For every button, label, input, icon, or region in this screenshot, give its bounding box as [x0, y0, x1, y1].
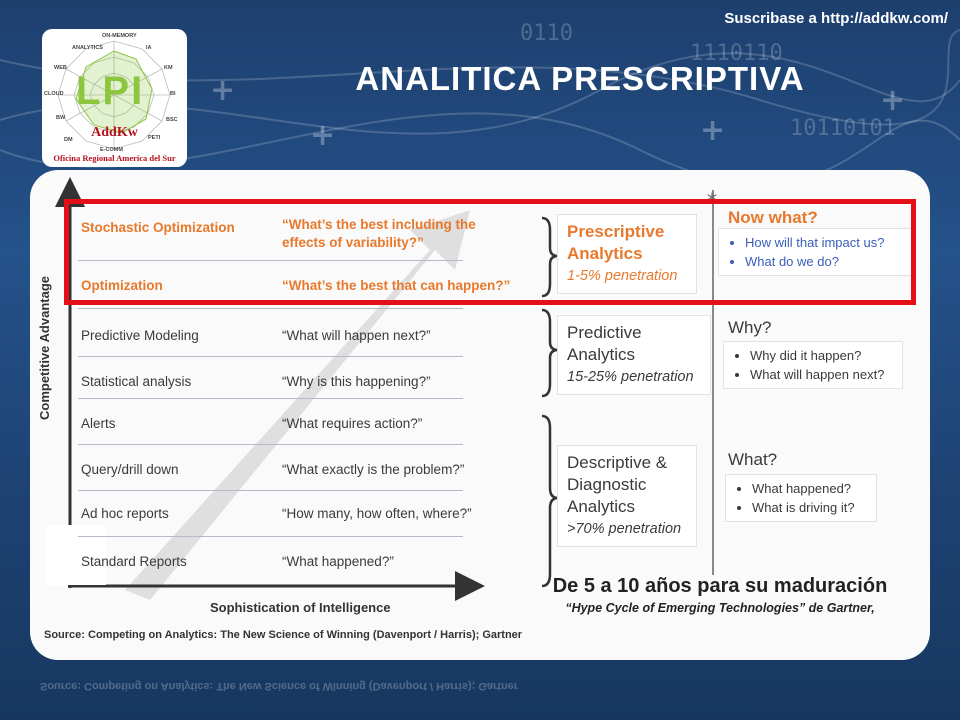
svg-text:*: *: [707, 189, 717, 213]
svg-text:0110: 0110: [520, 21, 573, 46]
category-questions: [723, 341, 903, 389]
row-question: “What exactly is the problem?”: [282, 462, 465, 477]
category-penetration: 1-5% penetration: [567, 268, 678, 284]
brace-descriptive: [542, 416, 558, 586]
svg-text:+: +: [700, 113, 726, 148]
row-question: “What happened?”: [282, 554, 394, 569]
radar-label: WEB: [54, 65, 67, 71]
category-box: [557, 445, 697, 547]
radar-label: ON-MEMORY: [102, 33, 137, 39]
row-label: Ad hoc reports: [81, 506, 169, 521]
row-separator: [78, 356, 463, 357]
radar-label: BSC: [166, 117, 178, 123]
row-question: “What’s the best that can happen?”: [282, 278, 511, 293]
radar-label: DM: [64, 137, 73, 143]
category-name: Analytics: [567, 345, 636, 364]
category-name: Diagnostic: [567, 475, 647, 494]
svg-text:1110110: 1110110: [690, 41, 783, 66]
row-label: Statistical analysis: [81, 374, 192, 389]
category-bullet: • What is driving it?: [752, 498, 870, 517]
logo-brand: AddKw: [91, 125, 138, 140]
category-heading: What?: [728, 450, 778, 469]
row-question: “What’s the best including the effects of variability?”: [282, 217, 476, 250]
radar-label: PETI: [148, 135, 161, 141]
category-bullet: • How will that impact us?: [745, 233, 909, 252]
row-separator: [78, 398, 463, 399]
radar-label: ANALYTICS: [72, 45, 103, 51]
row-label: Predictive Modeling: [81, 328, 199, 343]
row-question: “What will happen next?”: [282, 328, 431, 343]
category-penetration: >70% penetration: [567, 521, 682, 537]
page-title: ANALITICA PRESCRIPTIVA: [355, 60, 805, 97]
source-citation: Source: Competing on Analytics: The New Science of Winning (Davenport / Harris); Gartner: [44, 629, 523, 641]
svg-text:+: +: [310, 118, 336, 153]
row-label: Query/drill down: [81, 462, 179, 477]
lpi-logo: [42, 29, 187, 167]
svg-text:10110101: 10110101: [790, 116, 896, 141]
radar-label: CLOUD: [44, 91, 64, 97]
category-name: Predictive: [567, 323, 642, 342]
row-label: Standard Reports: [81, 554, 187, 569]
category-name: Descriptive &: [567, 453, 668, 472]
maturity-note-line2: “Hype Cycle of Emerging Technologies” de Gartner,: [565, 601, 875, 615]
radar-label: BW: [56, 115, 66, 121]
maturity-note-line1: De 5 a 10 años para su maduración: [552, 575, 888, 597]
category-questions: [725, 474, 877, 522]
category-bullet: • What happened?: [752, 479, 870, 498]
subscribe-link[interactable]: Suscribase a http://addkw.com/: [724, 10, 948, 27]
x-axis-label: Sophistication of Intelligence: [210, 600, 391, 615]
category-name: Analytics: [567, 497, 636, 516]
category-bullet: • What will happen next?: [750, 365, 896, 384]
category-bullet: • Why did it happen?: [750, 346, 896, 365]
row-separator: [78, 536, 463, 537]
highlight-frame: [64, 199, 916, 305]
source-reflection: Source: Competing on Analytics: The New Science of Winning (Davenport / Harris); Gartner: [40, 680, 519, 692]
category-box: [557, 315, 711, 395]
y-axis-label: Competitive Advantage: [37, 276, 52, 420]
radar-label: KM: [164, 65, 173, 71]
category-name: Analytics: [567, 244, 643, 263]
row-question: “How many, how often, where?”: [282, 506, 472, 521]
row-label: Stochastic Optimization: [81, 220, 235, 235]
svg-text:+: +: [880, 83, 906, 118]
brace-predictive: [542, 310, 558, 396]
row-question: “What requires action?”: [282, 416, 423, 431]
radar-label: IA: [146, 45, 152, 51]
category-heading: Why?: [728, 318, 772, 337]
row-question: “Why is this happening?”: [282, 374, 431, 389]
row-label: Alerts: [81, 416, 116, 431]
logo-office: Oficina Regional America del Sur: [53, 153, 176, 163]
category-name: Prescriptive: [567, 222, 665, 241]
category-heading: Now what?: [728, 208, 818, 227]
row-separator: [78, 490, 463, 491]
maturity-note: [510, 574, 930, 615]
row-separator: [78, 444, 463, 445]
row-label: Optimization: [81, 278, 163, 293]
row-separator: [78, 308, 463, 309]
radar-label: BI: [170, 91, 176, 97]
logo-letters: LPI: [76, 69, 145, 113]
svg-text:+: +: [210, 73, 236, 108]
category-penetration: 15-25% penetration: [567, 369, 694, 385]
radar-label: E-COMM: [100, 147, 123, 153]
category-bullet: • What do we do?: [745, 252, 909, 271]
